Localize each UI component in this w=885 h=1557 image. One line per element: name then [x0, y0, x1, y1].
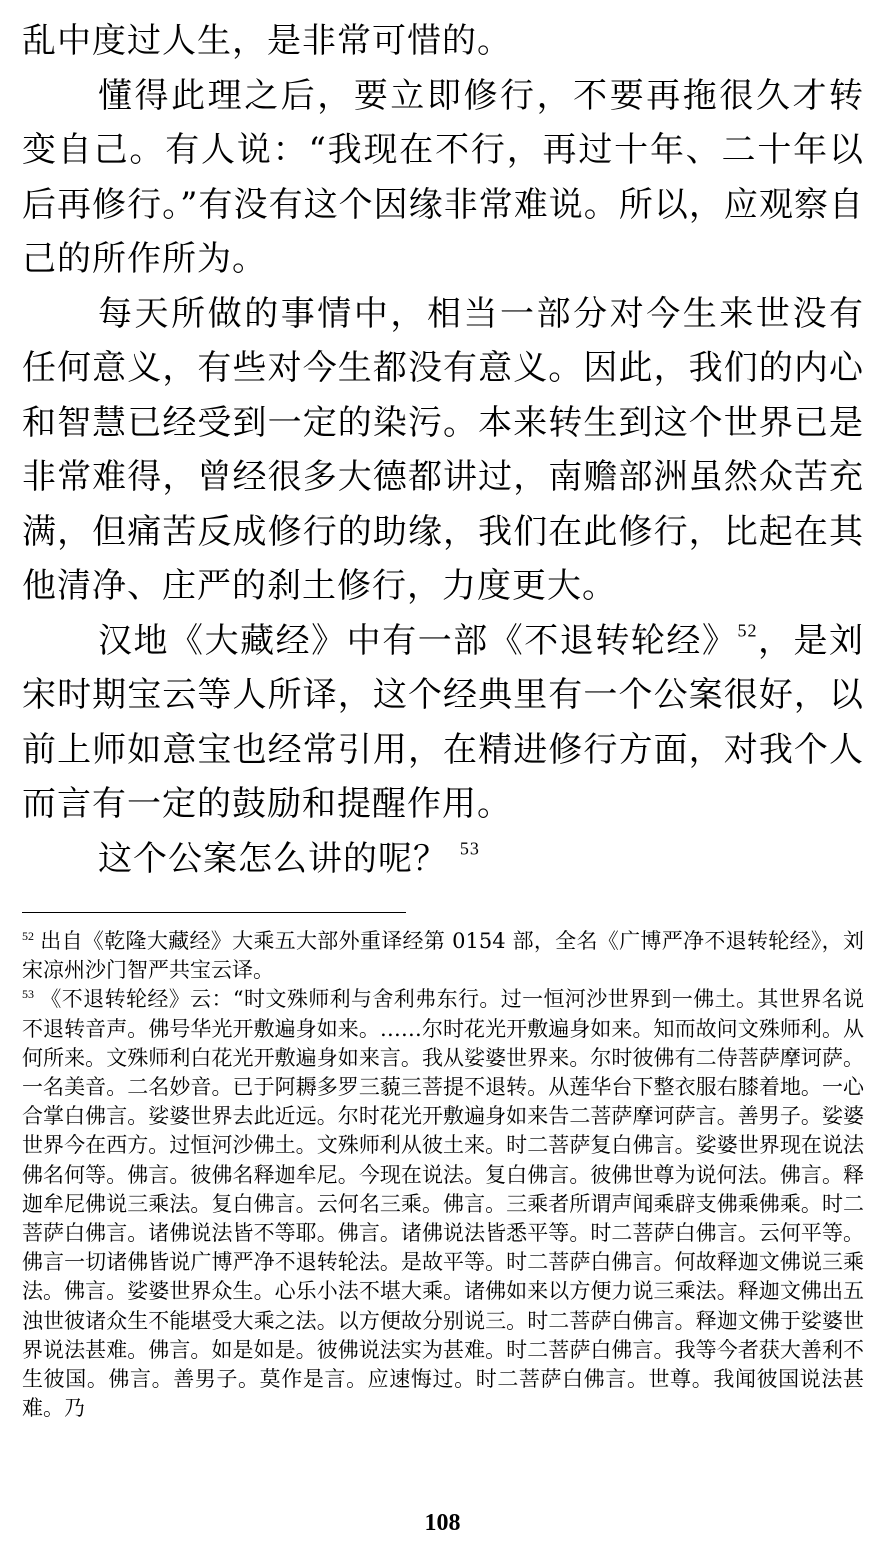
paragraph-4: [22, 614, 864, 832]
footnote-53: [22, 985, 864, 1423]
footnote-text: 《不退转轮经》云：“时文殊师利与舍利弗东行。过一恒河沙世界到一佛土。其世界名说不退转音声。佛号华光开敷遍身如来。……尔时花光开敷遍身如来。知而故问文殊师利。从何所来。文殊师利白花光开敷遍身如来言。我从娑婆世界来。尔时彼佛有二侍菩萨摩诃萨。一名美音。二名妙音。已于阿耨多罗三藐三菩提不退转。从莲华台下整衣服右膝着地。一心合掌白佛言。娑婆世界去此近远。尔时花光开敷遍身如来告二菩萨摩诃萨言。善男子。娑婆世界今在西方。过恒河沙佛土。文殊师利从彼土来。时二菩萨复白佛言。娑婆世界现在说法佛名何等。佛言。彼佛名释迦牟尼。今现在说法。复白佛言。彼佛世尊为说何法。佛言。释迦牟尼佛说三乘法。复白佛言。云何名三乘。佛言。三乘者所谓声闻乘辟支佛乘佛乘。时二菩萨白佛言。诸佛说法皆不等耶。佛言。诸佛说法皆悉平等。时二菩萨白佛言。云何平等。佛言一切诸佛皆说广博严净不退转轮法。是故平等。时二菩萨白佛言。何故释迦文佛说三乘法。佛言。娑婆世界众生。心乐小法不堪大乘。诸佛如来以方便力说三乘法。释迦文佛出五浊世彼诸众生不能堪受大乘之法。以方便故分别说三。时二菩萨白佛言。释迦文佛于娑婆世界说法甚难。佛言。如是如是。彼佛说法实为甚难。时二菩萨白佛言。我等今者获大善利不生彼国。佛言。善男子。莫作是言。应速悔过。时二菩萨白佛言。世尊。我闻彼国说法甚难。乃: [22, 987, 864, 1421]
paragraph-3: 每天所做的事情中，相当一部分对今生来世没有任何意义，有些对今生都没有意义。因此，我们的内心和智慧已经受到一定的染污。本来转生到这个世界已是非常难得，曾经很多大德都讲过，南赡部洲虽然众苦充满，但痛苦反成修行的助缘，我们在此修行，比起在其他清净、庄严的刹土修行，力度更大。: [22, 293, 864, 606]
footnotes: [22, 927, 864, 1423]
footnote-text: 出自《乾隆大藏经》大乘五大部外重译经第 0154 部，全名《广博严净不退转轮经》，刘宋凉州沙门智严共宝云译。: [22, 929, 864, 983]
footnote-ref-53[interactable]: 53: [459, 838, 480, 859]
footnote-number: 52: [22, 928, 34, 943]
footnote-number: 53: [22, 987, 34, 1002]
footnote-52: [22, 927, 864, 985]
paragraph-4-rest: ，是刘宋时期宝云等人所译，这个经典里有一个公案很好，以前上师如意宝也经常引用，在精进修行方面，对我个人而言有一定的鼓励和提醒作用。: [22, 620, 865, 824]
paragraph-2: 懂得此理之后，要立即修行，不要再拖很久才转变自己。有人说：“我现在不行，再过十年、二十年以后再修行。”有没有这个因缘非常难说。所以，应观察自己的所作所为。: [22, 75, 864, 279]
paragraph-4-text: 汉地《大藏经》中有一部《不退转轮经》: [98, 620, 738, 661]
paragraph-5: [22, 832, 864, 887]
paragraph-1: 乱中度过人生，是非常可惜的。: [22, 21, 512, 61]
footnote-divider: [22, 912, 406, 913]
paragraph-5-text: 这个公案怎么讲的呢？: [98, 838, 448, 879]
footnote-ref-52[interactable]: 52: [737, 620, 758, 641]
page-number: 108: [424, 1510, 461, 1536]
main-text: [22, 14, 864, 886]
